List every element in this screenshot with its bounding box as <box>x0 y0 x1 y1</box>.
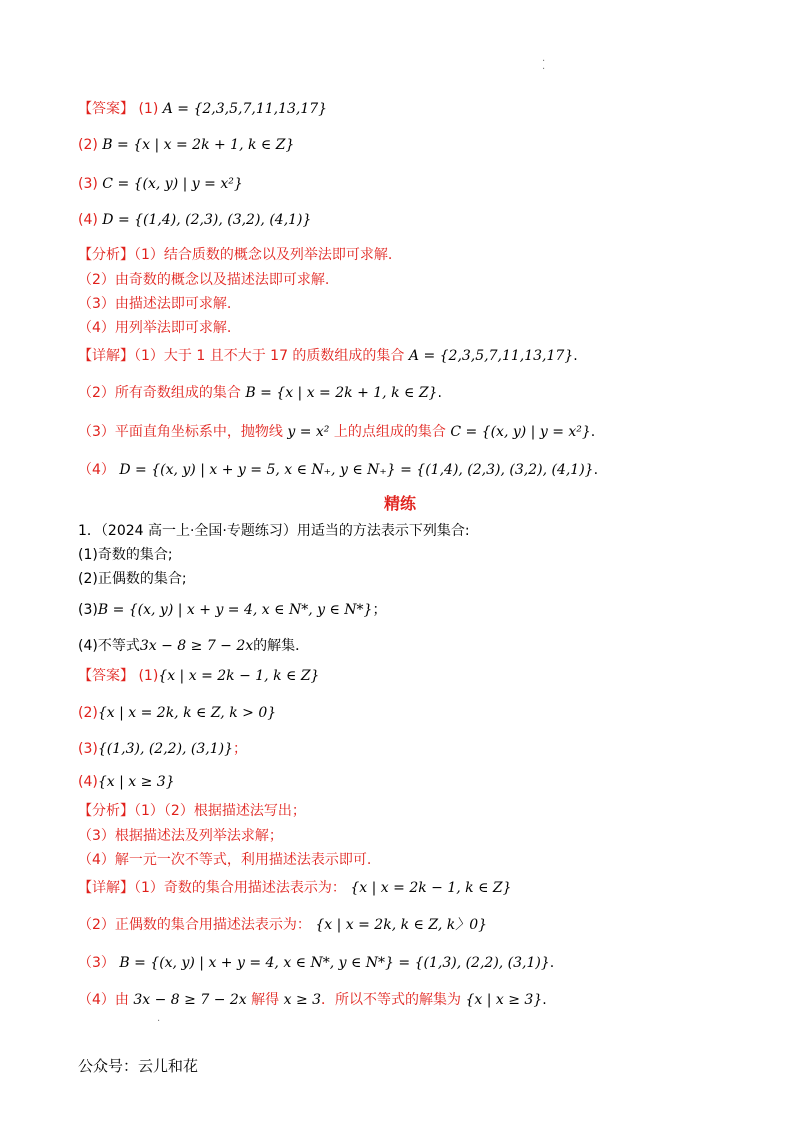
item-number: (1) <box>138 668 159 684</box>
punctuation: ； <box>233 741 248 757</box>
detail-text: （1）奇数的集合用描述法表示为： <box>134 880 346 896</box>
analysis-text: （1）结合质数的概念以及列举法即可求解. <box>134 247 393 263</box>
punctuation: . <box>593 462 599 478</box>
section-title: 精练 <box>383 494 416 513</box>
question-text: 的解集． <box>253 638 310 654</box>
detail1-line2 <box>78 383 442 403</box>
item-number: (4) <box>78 774 98 790</box>
answer1-line1 <box>78 99 327 119</box>
answer-tag: 【答案】 <box>78 101 134 117</box>
math-expression: 3x − 8 ≥ 7 − 2x <box>133 992 247 1008</box>
detail1-line1 <box>78 346 578 366</box>
question-item-2: (2)正偶数的集合; <box>78 571 187 587</box>
analysis-text: （1）（2）根据描述法写出； <box>134 803 306 819</box>
detail-text: ．所以不等式的解集为 <box>321 992 462 1008</box>
detail-tag: 【详解】 <box>78 348 134 364</box>
punctuation: . <box>573 348 578 364</box>
punctuation: . <box>542 992 547 1008</box>
analysis-text: （3）由描述法即可求解. <box>78 296 232 312</box>
math-expression: A = {2,3,5,7,11,13,17} <box>162 101 328 117</box>
question-item-3 <box>78 600 386 620</box>
answer2-line4 <box>78 772 175 792</box>
detail-text: （3）平面直角坐标系中，抛物线 <box>78 424 283 440</box>
question-text: (4)不等式 <box>78 638 140 654</box>
detail2-line4 <box>78 990 547 1010</box>
question-item-1: (1)奇数的集合; <box>78 547 173 563</box>
analysis-text: （3）根据描述法及列举法求解； <box>78 828 283 844</box>
answer2-line2 <box>78 703 276 723</box>
analysis1-line3 <box>78 294 231 314</box>
item-number: (2) <box>78 705 98 721</box>
punctuation: . <box>549 955 555 971</box>
detail2-line3 <box>78 953 554 973</box>
detail-text: 上的点组成的集合 <box>333 424 446 440</box>
question-stem: 1．（2024 高一上·全国·专题练习）用适当的方法表示下列集合: <box>78 523 470 539</box>
punctuation: . <box>590 424 596 440</box>
decorative-dot: · <box>157 1016 161 1027</box>
math-expression: B = {x | x = 2k + 1, k ∈ Z} <box>102 137 295 153</box>
answer-tag: 【答案】 <box>78 668 134 684</box>
analysis-text: （4）用列举法即可求解. <box>78 320 232 336</box>
detail-text: 解得 <box>251 992 280 1008</box>
answer1-line3 <box>78 174 243 194</box>
math-expression: {x | x = 2k − 1, k ∈ Z} <box>350 880 512 896</box>
analysis-text: （2）由奇数的概念以及描述法即可求解. <box>78 272 330 288</box>
answer1-line2 <box>78 135 294 155</box>
math-expression: {x | x ≥ 3} <box>465 992 543 1008</box>
answer2-line1 <box>78 666 319 686</box>
math-expression: y = x² <box>287 424 330 440</box>
math-expression: {x | x = 2k − 1, k ∈ Z} <box>158 668 320 684</box>
math-expression: D = {(x, y) | x + y = 5, x ∈ N₊, y ∈ N₊} = {(1,4), (2,3), (3,2), (4,1)} <box>119 462 594 478</box>
math-expression: C = {(x, y) | y = x²} <box>450 424 591 440</box>
item-number: (3) <box>78 176 98 192</box>
detail1-line3 <box>78 422 595 442</box>
math-expression: A = {2,3,5,7,11,13,17} <box>408 348 574 364</box>
answer2-line3 <box>78 739 247 759</box>
item-number: (4) <box>78 212 98 228</box>
detail-text: （4）由 <box>78 992 129 1008</box>
analysis-text: （4）解一元一次不等式，利用描述法表示即可. <box>78 852 372 868</box>
math-expression: {x | x ≥ 3} <box>97 774 175 790</box>
math-expression: {(1,3), (2,2), (3,1)} <box>97 741 234 757</box>
analysis1-line4 <box>78 318 231 338</box>
detail-text: （2）所有奇数组成的集合 <box>78 385 241 401</box>
math-expression: 3x − 8 ≥ 7 − 2x <box>139 638 254 654</box>
decorative-dots: · · <box>542 56 546 75</box>
item-number: (3) <box>78 602 98 618</box>
math-expression: B = {(x, y) | x + y = 4, x ∈ N*, y ∈ N*} <box>97 602 373 618</box>
answer1-line4 <box>78 210 311 230</box>
analysis1-line2 <box>78 270 329 290</box>
math-expression: x ≥ 3 <box>283 992 322 1008</box>
detail-text: （2）正偶数的集合用描述法表示为： <box>78 917 311 933</box>
analysis2-line3 <box>78 850 371 870</box>
math-expression: B = {x | x = 2k + 1, k ∈ Z} <box>245 385 438 401</box>
detail-tag: 【详解】 <box>78 880 134 896</box>
math-expression: {x | x = 2k, k ∈ Z, k〉0} <box>315 917 488 933</box>
punctuation: ； <box>372 602 387 618</box>
footer-wechat-account: 公众号：云儿和花 <box>78 1057 199 1075</box>
detail2-line1 <box>78 878 512 898</box>
analysis-tag: 【分析】 <box>78 803 134 819</box>
detail-text: （4） <box>78 462 115 478</box>
math-expression: C = {(x, y) | y = x²} <box>102 176 243 192</box>
detail-text: （1）大于 1 且不大于 17 的质数组成的集合 <box>134 348 405 364</box>
detail2-line2 <box>78 915 487 935</box>
analysis-tag: 【分析】 <box>78 247 134 263</box>
item-number: (1) <box>138 101 159 117</box>
item-number: (2) <box>78 137 98 153</box>
detail1-line4 <box>78 460 598 480</box>
math-expression: D = {(1,4), (2,3), (3,2), (4,1)} <box>102 212 312 228</box>
analysis2-line1 <box>78 801 306 821</box>
item-number: (3) <box>78 741 98 757</box>
detail-text: （3） <box>78 955 115 971</box>
analysis2-line2 <box>78 826 283 846</box>
punctuation: . <box>437 385 442 401</box>
analysis1-line1 <box>78 245 392 265</box>
question-item-4 <box>78 636 309 656</box>
math-expression: B = {(x, y) | x + y = 4, x ∈ N*, y ∈ N*} = {(1,3), (2,2), (3,1)} <box>119 955 550 971</box>
math-expression: {x | x = 2k, k ∈ Z, k > 0} <box>97 705 277 721</box>
